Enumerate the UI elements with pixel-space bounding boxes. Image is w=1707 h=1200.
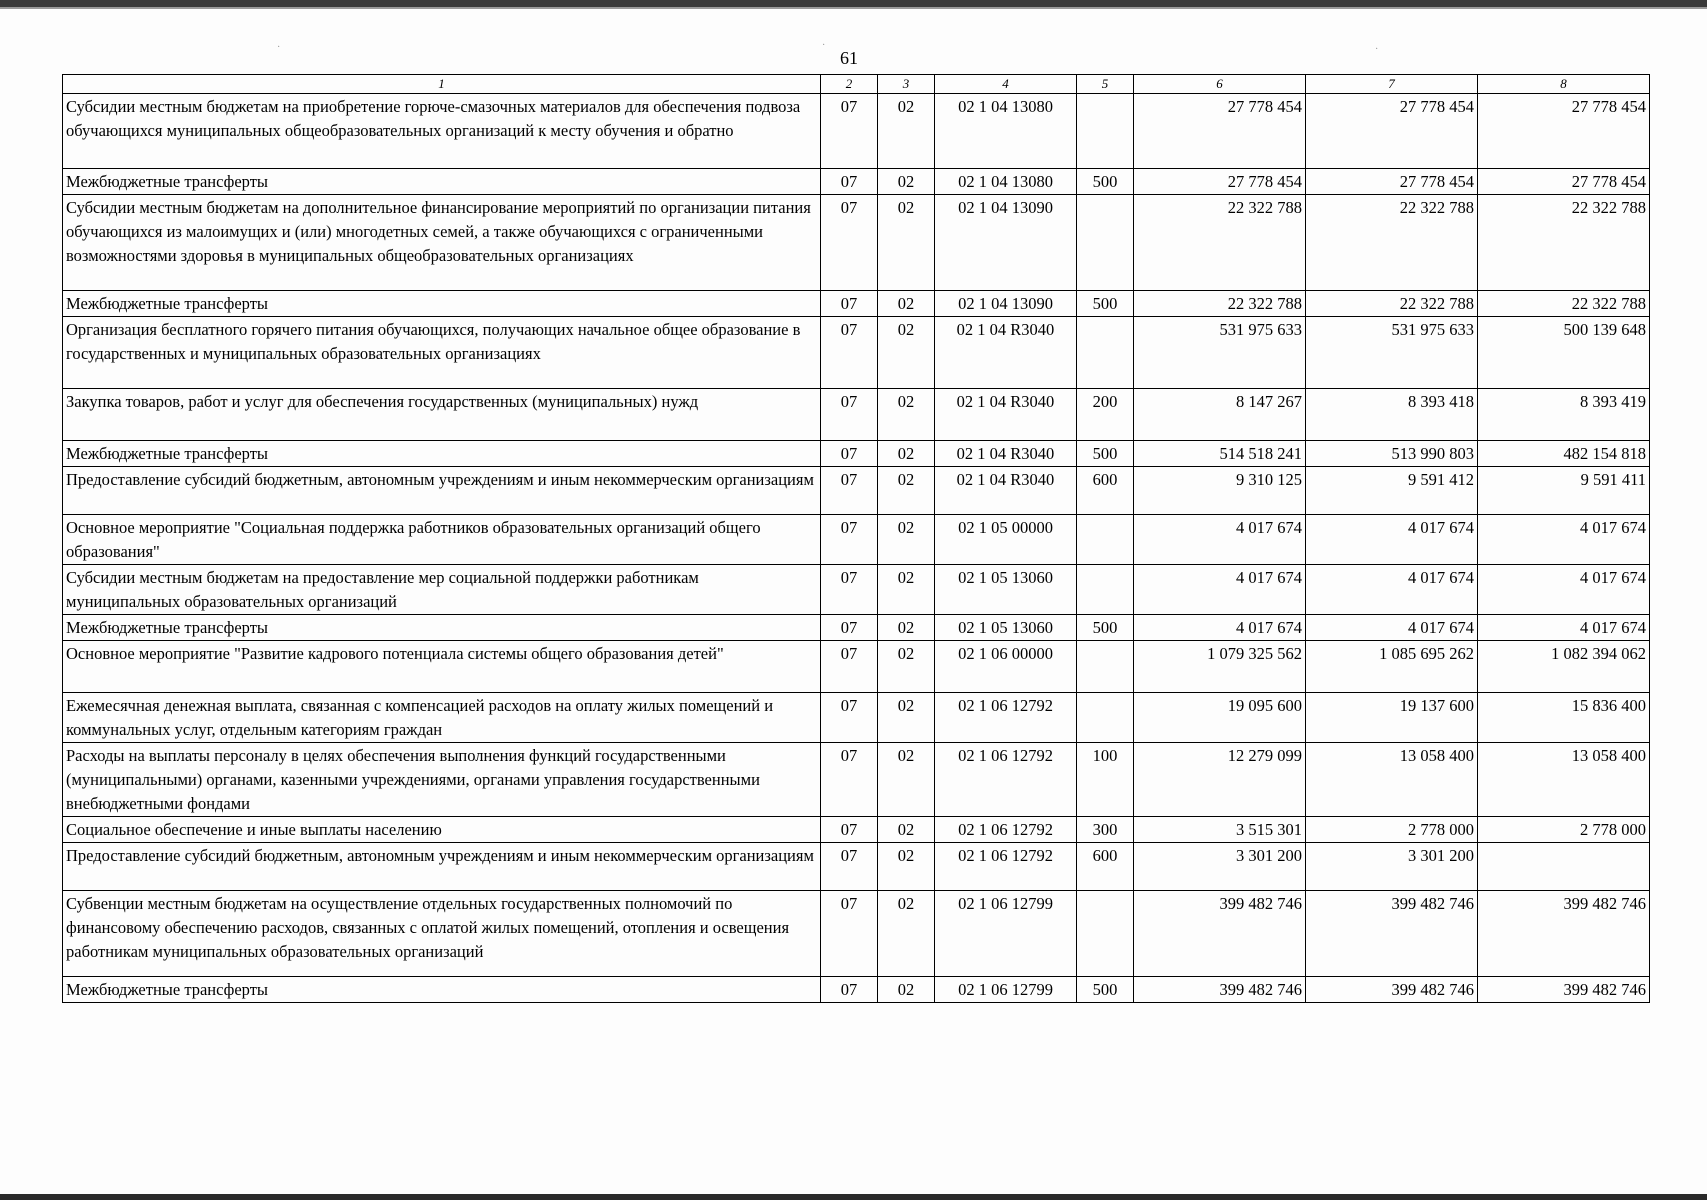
description-cell: Предоставление субсидий бюджетным, автономным учреждениям и иным некоммерческим организациям	[63, 467, 821, 515]
table-row	[63, 977, 1650, 1003]
section-code-cell: 07	[821, 843, 878, 891]
amount-year1-cell: 1 079 325 562	[1134, 641, 1306, 693]
amount-year3-cell: 399 482 746	[1478, 891, 1650, 977]
subsection-code-cell: 02	[878, 317, 935, 389]
target-article-cell: 02 1 06 12792	[935, 743, 1077, 817]
amount-year2-cell: 399 482 746	[1306, 977, 1478, 1003]
table-row	[63, 169, 1650, 195]
amount-year2-cell: 513 990 803	[1306, 441, 1478, 467]
amount-year3-cell: 500 139 648	[1478, 317, 1650, 389]
section-code-cell: 07	[821, 565, 878, 615]
target-article-cell: 02 1 04 13090	[935, 195, 1077, 291]
amount-year1-cell: 22 322 788	[1134, 291, 1306, 317]
amount-year3-cell: 1 082 394 062	[1478, 641, 1650, 693]
amount-year3-cell: 4 017 674	[1478, 515, 1650, 565]
amount-year3-cell	[1478, 843, 1650, 891]
amount-year2-cell: 8 393 418	[1306, 389, 1478, 441]
table-row	[63, 615, 1650, 641]
amount-year3-cell: 399 482 746	[1478, 977, 1650, 1003]
amount-year1-cell: 12 279 099	[1134, 743, 1306, 817]
table-row	[63, 94, 1650, 169]
amount-year1-cell: 4 017 674	[1134, 565, 1306, 615]
amount-year3-cell: 15 836 400	[1478, 693, 1650, 743]
subsection-code-cell: 02	[878, 977, 935, 1003]
section-code-cell: 07	[821, 615, 878, 641]
description-cell: Закупка товаров, работ и услуг для обеспечения государственных (муниципальных) нужд	[63, 389, 821, 441]
description-cell: Организация бесплатного горячего питания обучающихся, получающих начальное общее образование в государственных и муниципальных образовательных организациях	[63, 317, 821, 389]
expense-type-cell	[1077, 641, 1134, 693]
target-article-cell: 02 1 05 00000	[935, 515, 1077, 565]
amount-year2-cell: 2 778 000	[1306, 817, 1478, 843]
subsection-code-cell: 02	[878, 693, 935, 743]
table-row	[63, 195, 1650, 291]
amount-year1-cell: 4 017 674	[1134, 515, 1306, 565]
expense-type-cell: 500	[1077, 441, 1134, 467]
target-article-cell: 02 1 04 R3040	[935, 317, 1077, 389]
section-code-cell: 07	[821, 291, 878, 317]
description-cell: Расходы на выплаты персоналу в целях обеспечения выполнения функций государственными (муниципальными) органами, казенными учреждениями, органами управления государственными внебюджетными фондами	[63, 743, 821, 817]
amount-year1-cell: 3 301 200	[1134, 843, 1306, 891]
section-code-cell: 07	[821, 317, 878, 389]
description-cell: Межбюджетные трансферты	[63, 291, 821, 317]
table-row	[63, 817, 1650, 843]
description-cell: Субсидии местным бюджетам на дополнительное финансирование мероприятий по организации питания обучающихся из малоимущих и (или) многодетных семей, а также обучающихся с ограниченными возможностями здоровья в муниципальных общеобразовательных организациях	[63, 195, 821, 291]
expense-type-cell	[1077, 693, 1134, 743]
header-cell: 6	[1134, 75, 1306, 94]
amount-year1-cell: 514 518 241	[1134, 441, 1306, 467]
expense-type-cell: 200	[1077, 389, 1134, 441]
amount-year3-cell: 482 154 818	[1478, 441, 1650, 467]
description-cell: Предоставление субсидий бюджетным, автономным учреждениям и иным некоммерческим организациям	[63, 843, 821, 891]
section-code-cell: 07	[821, 441, 878, 467]
expense-type-cell: 300	[1077, 817, 1134, 843]
scan-speck: ·	[822, 40, 826, 51]
scan-speck: ·	[277, 42, 281, 53]
amount-year2-cell: 13 058 400	[1306, 743, 1478, 817]
target-article-cell: 02 1 06 00000	[935, 641, 1077, 693]
subsection-code-cell: 02	[878, 195, 935, 291]
amount-year2-cell: 4 017 674	[1306, 565, 1478, 615]
description-cell: Социальное обеспечение и иные выплаты населению	[63, 817, 821, 843]
target-article-cell: 02 1 06 12792	[935, 693, 1077, 743]
amount-year2-cell: 22 322 788	[1306, 195, 1478, 291]
description-cell: Субсидии местным бюджетам на предоставление мер социальной поддержки работникам муниципальных образовательных организаций	[63, 565, 821, 615]
target-article-cell: 02 1 06 12792	[935, 843, 1077, 891]
amount-year1-cell: 22 322 788	[1134, 195, 1306, 291]
expense-type-cell: 500	[1077, 291, 1134, 317]
description-cell: Субвенции местным бюджетам на осуществление отдельных государственных полномочий по финансовому обеспечению расходов, связанных с оплатой жилых помещений, отопления и освещения работникам муниципальных образовательных организаций	[63, 891, 821, 977]
subsection-code-cell: 02	[878, 94, 935, 169]
section-code-cell: 07	[821, 693, 878, 743]
target-article-cell: 02 1 06 12792	[935, 817, 1077, 843]
amount-year1-cell: 27 778 454	[1134, 169, 1306, 195]
table-row	[63, 467, 1650, 515]
amount-year1-cell: 9 310 125	[1134, 467, 1306, 515]
table-row	[63, 317, 1650, 389]
description-cell: Субсидии местным бюджетам на приобретение горюче-смазочных материалов для обеспечения подвоза обучающихся муниципальных общеобразовательных организаций к месту обучения и обратно	[63, 94, 821, 169]
amount-year2-cell: 4 017 674	[1306, 615, 1478, 641]
amount-year1-cell: 3 515 301	[1134, 817, 1306, 843]
amount-year3-cell: 9 591 411	[1478, 467, 1650, 515]
subsection-code-cell: 02	[878, 169, 935, 195]
target-article-cell: 02 1 06 12799	[935, 891, 1077, 977]
expense-type-cell: 500	[1077, 169, 1134, 195]
section-code-cell: 07	[821, 195, 878, 291]
target-article-cell: 02 1 04 13080	[935, 94, 1077, 169]
table-row	[63, 441, 1650, 467]
subsection-code-cell: 02	[878, 615, 935, 641]
amount-year3-cell: 27 778 454	[1478, 94, 1650, 169]
header-cell: 5	[1077, 75, 1134, 94]
table-row	[63, 891, 1650, 977]
subsection-code-cell: 02	[878, 817, 935, 843]
amount-year3-cell: 27 778 454	[1478, 169, 1650, 195]
amount-year2-cell: 399 482 746	[1306, 891, 1478, 977]
header-cell: 2	[821, 75, 878, 94]
scan-speck: ·	[1375, 44, 1379, 55]
section-code-cell: 07	[821, 977, 878, 1003]
description-cell: Ежемесячная денежная выплата, связанная с компенсацией расходов на оплату жилых помещений и коммунальных услуг, отдельным категориям граждан	[63, 693, 821, 743]
description-cell: Межбюджетные трансферты	[63, 441, 821, 467]
expense-type-cell	[1077, 515, 1134, 565]
subsection-code-cell: 02	[878, 565, 935, 615]
amount-year1-cell: 399 482 746	[1134, 977, 1306, 1003]
table-row	[63, 515, 1650, 565]
amount-year2-cell: 4 017 674	[1306, 515, 1478, 565]
scan-edge-top-shadow	[0, 7, 1707, 9]
expense-type-cell	[1077, 195, 1134, 291]
expense-type-cell: 600	[1077, 467, 1134, 515]
amount-year3-cell: 4 017 674	[1478, 615, 1650, 641]
amount-year3-cell: 22 322 788	[1478, 291, 1650, 317]
section-code-cell: 07	[821, 94, 878, 169]
amount-year2-cell: 9 591 412	[1306, 467, 1478, 515]
amount-year3-cell: 2 778 000	[1478, 817, 1650, 843]
target-article-cell: 02 1 04 R3040	[935, 441, 1077, 467]
subsection-code-cell: 02	[878, 389, 935, 441]
amount-year3-cell: 13 058 400	[1478, 743, 1650, 817]
table-row	[63, 693, 1650, 743]
subsection-code-cell: 02	[878, 467, 935, 515]
expense-type-cell	[1077, 891, 1134, 977]
amount-year3-cell: 4 017 674	[1478, 565, 1650, 615]
page-number: 61	[840, 48, 858, 68]
expense-type-cell	[1077, 94, 1134, 169]
expense-type-cell: 600	[1077, 843, 1134, 891]
scan-edge-top	[0, 0, 1707, 7]
subsection-code-cell: 02	[878, 891, 935, 977]
amount-year1-cell: 19 095 600	[1134, 693, 1306, 743]
amount-year2-cell: 531 975 633	[1306, 317, 1478, 389]
header-cell: 8	[1478, 75, 1650, 94]
table-row	[63, 743, 1650, 817]
target-article-cell: 02 1 04 13090	[935, 291, 1077, 317]
amount-year1-cell: 4 017 674	[1134, 615, 1306, 641]
amount-year2-cell: 3 301 200	[1306, 843, 1478, 891]
expense-type-cell: 500	[1077, 977, 1134, 1003]
amount-year1-cell: 399 482 746	[1134, 891, 1306, 977]
table-row	[63, 291, 1650, 317]
description-cell: Межбюджетные трансферты	[63, 615, 821, 641]
amount-year3-cell: 22 322 788	[1478, 195, 1650, 291]
amount-year1-cell: 27 778 454	[1134, 94, 1306, 169]
section-code-cell: 07	[821, 467, 878, 515]
header-cell: 3	[878, 75, 935, 94]
subsection-code-cell: 02	[878, 641, 935, 693]
table-header-row	[63, 75, 1650, 94]
section-code-cell: 07	[821, 169, 878, 195]
table-row	[63, 565, 1650, 615]
subsection-code-cell: 02	[878, 515, 935, 565]
description-cell: Основное мероприятие "Социальная поддержка работников образовательных организаций общего образования"	[63, 515, 821, 565]
table-row	[63, 843, 1650, 891]
description-cell: Межбюджетные трансферты	[63, 977, 821, 1003]
section-code-cell: 07	[821, 515, 878, 565]
subsection-code-cell: 02	[878, 441, 935, 467]
target-article-cell: 02 1 04 R3040	[935, 389, 1077, 441]
header-cell: 7	[1306, 75, 1478, 94]
expense-type-cell: 100	[1077, 743, 1134, 817]
subsection-code-cell: 02	[878, 291, 935, 317]
target-article-cell: 02 1 04 13080	[935, 169, 1077, 195]
header-cell: 1	[63, 75, 821, 94]
table-row	[63, 641, 1650, 693]
subsection-code-cell: 02	[878, 743, 935, 817]
scan-edge-bottom	[0, 1194, 1707, 1200]
amount-year2-cell: 1 085 695 262	[1306, 641, 1478, 693]
section-code-cell: 07	[821, 389, 878, 441]
section-code-cell: 07	[821, 743, 878, 817]
budget-table	[62, 74, 1650, 1003]
subsection-code-cell: 02	[878, 843, 935, 891]
target-article-cell: 02 1 05 13060	[935, 565, 1077, 615]
amount-year2-cell: 27 778 454	[1306, 169, 1478, 195]
amount-year2-cell: 19 137 600	[1306, 693, 1478, 743]
target-article-cell: 02 1 06 12799	[935, 977, 1077, 1003]
expense-type-cell	[1077, 317, 1134, 389]
target-article-cell: 02 1 04 R3040	[935, 467, 1077, 515]
description-cell: Межбюджетные трансферты	[63, 169, 821, 195]
section-code-cell: 07	[821, 817, 878, 843]
amount-year2-cell: 22 322 788	[1306, 291, 1478, 317]
header-cell: 4	[935, 75, 1077, 94]
amount-year1-cell: 8 147 267	[1134, 389, 1306, 441]
amount-year2-cell: 27 778 454	[1306, 94, 1478, 169]
amount-year3-cell: 8 393 419	[1478, 389, 1650, 441]
expense-type-cell	[1077, 565, 1134, 615]
table-row	[63, 389, 1650, 441]
section-code-cell: 07	[821, 891, 878, 977]
target-article-cell: 02 1 05 13060	[935, 615, 1077, 641]
expense-type-cell: 500	[1077, 615, 1134, 641]
section-code-cell: 07	[821, 641, 878, 693]
description-cell: Основное мероприятие "Развитие кадрового потенциала системы общего образования детей"	[63, 641, 821, 693]
amount-year1-cell: 531 975 633	[1134, 317, 1306, 389]
